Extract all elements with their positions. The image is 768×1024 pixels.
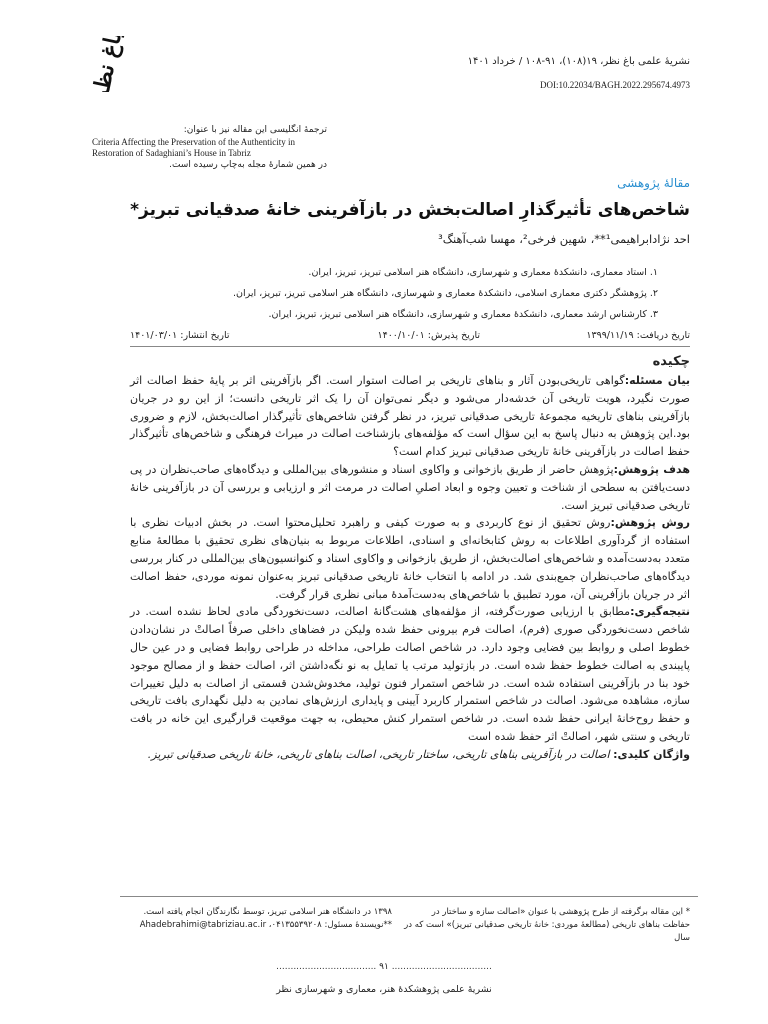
method-text: روش تحقیق از نوع کاربردی و به صورت کیفی و راهبرد تحلیل‌محتوا است. در بخش ادبیات نظری با استفاده از گردآوری اطلاعات به روش کتابخانه‌ای و اسنادی، اطلاعات مربوط به بنیان‌های نظری تحقیق با مطالعهٔ منابع متعدد به‌دست‌آمده و شاخص‌های اصالت‌بخش، از طریق بازخوانی و واکاوی اسناد و کنوانسیون‌های بین‌المللی در کنار بررسی دیدگاه‌های صاحب‌نظران جمع‌بندی شد. در ادامه با انتخاب خانهٔ تاریخی صدقیانی تبریز به‌عنوان نمونه موردی، حفظ اصالت اثر در جریان بازآفرینی آن، مورد تطبیق با شاخص‌های به‌دست‌آمدهٔ مبانی نظری قرار گرفت. (130, 516, 690, 601)
logo-text: باغ نظر (88, 36, 128, 92)
abstract-method (130, 514, 690, 603)
problem-label: بیان مسئله: (624, 374, 691, 387)
footnote-left (112, 906, 392, 932)
article-type-label: مقالهٔ پژوهشی (617, 176, 690, 190)
abstract-problem (130, 372, 690, 461)
page-number: ................................... ۹۱ ................................... (276, 962, 492, 972)
problem-text: گواهی تاریخی‌بودن آثار و بناهای تاریخی بر اصالت استوار است. اگر بازآفرینی اثر بر پایهٔ حفظ اصالت اثر صورت نگیرد، هویت تاریخی آن خدشه‌دار می‌شود و دیگر نمی‌توان آن را یک اثر تاریخی دانست؛ از این رو در جریان بازآفرینی بناهای تاریخیه مجموعهٔ تاریخی صدقیانی تبریز، در نظر گرفتن شاخص‌های تأثیرگذار اصالت‌بخش، لازم و ضروری بود.این پژوهش به دنبال پاسخ به این سؤال است که مؤلفه‌های بازشناخت اصالت در میراث فرهنگی و شاخص‌های تأثیرگذار حفظ اصالت در بازآفرینی خانهٔ تاریخی صدقیانی تبریز کدام است؟ (130, 374, 690, 459)
goal-label: هدف پژوهش: (613, 462, 690, 476)
journal-logo-graphic (88, 36, 128, 92)
author-list: احد نژادابراهیمی¹**، شهین فرخی²، مهسا شب‌آهنگ³ (438, 232, 690, 246)
translation-note-outro: در همین شمارهٔ مجله به‌چاپ رسیده است. (169, 160, 327, 170)
publication-dates (130, 330, 690, 347)
date-published: تاریخ انتشار: ۱۴۰۱/۰۳/۰۱ (130, 330, 230, 341)
goal-text: پژوهش حاضر از طریق بازخوانی و واکاوی اسناد و منشورهای بین‌المللی و دیدگاه‌های صاحب‌نظران در پی دست‌یافتن به سطحی از شناخت و تعیین وجوه و ابعاد اصلیِ اصالت در مرمت اثر و ارزیابی و بررسی آن در بازآفرینی خانهٔ تاریخی صدقیانی تبریز است. (130, 462, 690, 512)
result-label: نتیجه‌گیری: (630, 605, 690, 619)
article-title: شاخص‌های تأثیرگذارِ اصالت‌بخش در بازآفرینی خانهٔ صدقیانی تبریز* (130, 200, 690, 220)
abstract-heading: چکیده (652, 354, 690, 369)
method-label: روش پژوهش: (610, 516, 690, 530)
translation-note-intro: ترجمهٔ انگلیسی این مقاله نیز با عنوان: (183, 125, 327, 135)
footnote-divider (120, 896, 698, 897)
english-title: Criteria Affecting the Preservation of the Authenticity in Restoration of Sadaghiani’s House in Tabriz (92, 137, 296, 158)
result-text: مطابق با ارزیابی صورت‌گرفته، از مؤلفه‌های هشت‌گانهٔ اصالت، دست‌نخوردگی مادی لحاظ نشده است. در شاخص دست‌نخوردگی صوری (فرم)، اصالت فرم بیرونی حفظ شده ولیکن در فضاهای داخلی صرفاً اصالتْ در نشان‌دادن خطوط اصلی و روابط بین فضایی وجود دارد. در شاخص اصالت طراحی، مداخله در طراحی روابط فضایی و در عین حال پایبندی به اصالت خطوط حفظ شده است. در بازتولید مرتب یا تمایل به نو نگه‌داشتن اثر، اصالت حفظ و از مصالح موجود خود بنا در بازآفرینی استفاده شده است. در شاخص استمرار فنون تولید، مخدوش‌شدن قسمتی از اصالت به دلیل تغییرات سازه، مشاهده می‌شود. اصالت در شاخص استمرار کاربرد آیینی و پایداری ارزش‌های نمادین به دلیل نگهداری بافت تاریخی و حفظ روح‌خانهٔ ایرانی حفظ شده است. در شاخص استمرار کنش محیطی، به جهت موقعیت قرارگیری این خانه در بافت تاریخی و سنتی شهر، اصالتْ اثر حفظ شده است (130, 605, 690, 743)
abstract-keywords (130, 746, 690, 764)
footnote-left-line1: ۱۳۹۸ در دانشگاه هنر اسلامی تبریز، توسط نگارندگان انجام یافته است. (143, 907, 392, 917)
translation-note (92, 124, 327, 172)
footnote-right: * این مقاله برگرفته از طرح پژوهشی با عنوان «اصالت سازه و ساختار در حفاظت بناهای تاریخی (مطالعهٔ موردی: خانهٔ تاریخی صدقیانی تبریز)» است که در سال (404, 907, 690, 943)
keywords-label: واژگان کلیدی: (613, 747, 690, 761)
date-accepted: تاریخ پذیرش: ۱۴۰۰/۱۰/۰۱ (377, 330, 480, 341)
journal-logo (88, 36, 128, 92)
affiliation-item: ۳. کارشناس ارشد معماری، دانشکدهٔ معماری و شهرسازی، دانشگاه هنر اسلامی تبریز، تبریز، ایران. (268, 309, 658, 320)
affiliation-item: ۲. پژوهشگر دکتری معماری اسلامی، دانشکدهٔ معماری و شهرسازی، دانشگاه هنر اسلامی تبریز، تبریز، ایران. (232, 288, 658, 299)
abstract (130, 352, 690, 764)
abstract-result (130, 603, 690, 745)
affiliations (78, 262, 658, 325)
doi-link[interactable]: DOI:10.22034/BAGH.2022.295674.4973 (540, 80, 690, 90)
footer-journal-name: نشریهٔ علمی پژوهشکدهٔ هنر، معماری و شهرسازی نظر (276, 984, 492, 995)
corresponding-author: **نویسندهٔ مسئول: ۰۴۱۳۵۵۳۹۲۰۸، Ahadebrahimi@tabriziau.ac.ir (139, 920, 392, 930)
affiliation-item: ۱. استاد معماری، دانشکدهٔ معماری و شهرسازی، دانشگاه هنر اسلامی تبریز، تبریز، ایران. (308, 267, 658, 278)
page-number-value: ۹۱ (379, 962, 389, 972)
abstract-goal (130, 461, 690, 514)
keywords-text: اصالت در بازآفرینی بناهای تاریخی، ساختار تاریخی، اصالت بناهای تاریخی، خانهٔ تاریخی صدقیانی تبریز. (147, 747, 610, 761)
date-received: تاریخ دریافت: ۱۳۹۹/۱۱/۱۹ (586, 330, 690, 341)
journal-issue-line: نشریهٔ علمی باغ نظر، ۱۹(۱۰۸)، ۹۱-۱۰۸ / خرداد ۱۴۰۱ (467, 56, 690, 67)
